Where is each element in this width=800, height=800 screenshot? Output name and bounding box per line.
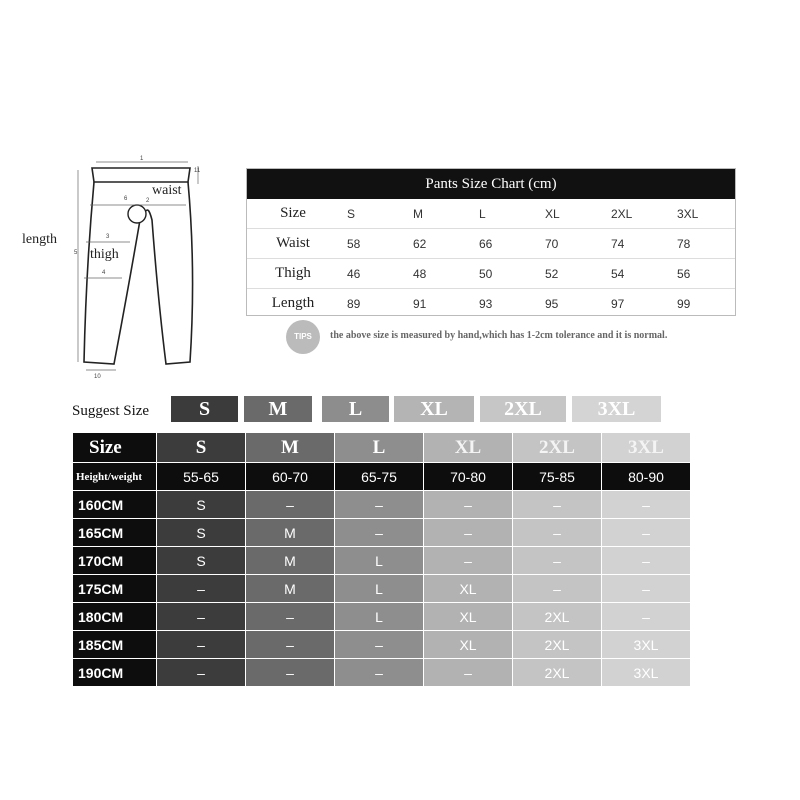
size-table-row-label: 185CM (73, 631, 157, 658)
pants-chart-row (247, 199, 735, 228)
suggest-size-box: S (171, 396, 238, 422)
suggest-size-box: L (322, 396, 389, 422)
height-weight-cell: 60-70 (246, 463, 335, 490)
height-weight-cell: 65-75 (335, 463, 424, 490)
suggest-size-box: 3XL (572, 396, 661, 422)
pants-chart-cell: S (347, 206, 356, 221)
pants-chart-row (247, 288, 735, 318)
size-table-cell: XL (424, 631, 513, 658)
size-table-header-label: Size (73, 433, 157, 462)
size-table-cell: – (335, 491, 424, 518)
size-table-cell: M (246, 547, 335, 574)
length-label: length (22, 232, 57, 247)
size-table-cell: – (157, 575, 246, 602)
size-table-cell: – (246, 603, 335, 630)
size-table-row (73, 519, 692, 547)
pants-chart-row (247, 258, 735, 288)
size-table-row-label: 175CM (73, 575, 157, 602)
size-table-header-row (73, 433, 692, 463)
height-weight-label: Height/weight (73, 463, 157, 490)
size-table-row (73, 547, 692, 575)
size-table-cell: – (513, 519, 602, 546)
pants-chart-cell: 95 (545, 296, 559, 311)
size-table-cell: – (157, 631, 246, 658)
height-weight-cell: 55-65 (157, 463, 246, 490)
size-table-cell: S (157, 519, 246, 546)
size-table-cell: – (424, 659, 513, 686)
size-table-cell: – (335, 519, 424, 546)
pants-chart-cell: 54 (611, 266, 625, 281)
size-table-header-cell: 3XL (602, 433, 691, 462)
size-height-table (73, 433, 692, 687)
pants-chart-cell: 66 (479, 236, 493, 251)
waist-label: waist (152, 183, 182, 198)
pants-chart-cell: 56 (677, 266, 691, 281)
size-table-cell: M (246, 575, 335, 602)
size-table-cell: L (335, 547, 424, 574)
svg-text:4: 4 (102, 270, 106, 276)
size-table-header-cell: XL (424, 433, 513, 462)
pants-chart-body (247, 199, 735, 318)
size-table-cell: S (157, 491, 246, 518)
size-table-cell: L (335, 575, 424, 602)
size-table-cell: S (157, 547, 246, 574)
svg-text:10: 10 (94, 374, 101, 380)
size-table-cell: L (335, 603, 424, 630)
tips-badge: TIPS (286, 320, 320, 354)
height-weight-row (73, 463, 692, 491)
pants-chart-cell: 50 (479, 266, 493, 281)
size-table-row (73, 575, 692, 603)
pants-chart-cell: 93 (479, 296, 493, 311)
suggest-size-box: 2XL (480, 396, 566, 422)
pants-chart-cell: XL (545, 206, 560, 221)
pants-chart-cell: 91 (413, 296, 427, 311)
svg-text:6: 6 (124, 196, 128, 202)
size-table-cell: – (513, 491, 602, 518)
pants-chart-row-label: Size (280, 205, 306, 221)
pants-chart-cell: 99 (677, 296, 691, 311)
pants-chart-cell: M (413, 206, 423, 221)
size-table-row-label: 170CM (73, 547, 157, 574)
size-table-cell: – (602, 519, 691, 546)
svg-text:1: 1 (140, 156, 144, 162)
size-table-header-cell: M (246, 433, 335, 462)
size-table-cell: – (424, 491, 513, 518)
size-table-header-cell: 2XL (513, 433, 602, 462)
size-table-cell: – (513, 547, 602, 574)
svg-text:3: 3 (106, 234, 110, 240)
pants-chart-cell: 70 (545, 236, 559, 251)
size-table-cell: 3XL (602, 631, 691, 658)
pants-chart-cell: 74 (611, 236, 625, 251)
size-table-row-label: 190CM (73, 659, 157, 686)
suggest-size-label: Suggest Size (72, 403, 150, 419)
size-table-cell: XL (424, 603, 513, 630)
size-table-header-cell: S (157, 433, 246, 462)
size-table-cell: – (424, 547, 513, 574)
size-table-cell: – (335, 631, 424, 658)
size-table-row (73, 659, 692, 687)
pants-chart-row-label: Waist (276, 235, 310, 251)
pants-chart-cell: 89 (347, 296, 361, 311)
height-weight-cell: 70-80 (424, 463, 513, 490)
pants-diagram (20, 150, 220, 380)
pants-chart-cell: 3XL (677, 206, 699, 221)
pants-chart-cell: 62 (413, 236, 427, 251)
size-table-row-label: 165CM (73, 519, 157, 546)
size-table-cell: – (157, 659, 246, 686)
pants-chart-cell: 78 (677, 236, 691, 251)
size-table-cell: M (246, 519, 335, 546)
size-table-cell: 2XL (513, 631, 602, 658)
size-table-row (73, 631, 692, 659)
size-table-row-label: 160CM (73, 491, 157, 518)
size-table-cell: – (246, 631, 335, 658)
pants-chart-row (247, 228, 735, 258)
svg-text:5: 5 (74, 250, 78, 256)
size-table-row (73, 603, 692, 631)
size-table-cell: – (424, 519, 513, 546)
svg-text:11: 11 (194, 168, 201, 174)
pants-chart-row-label: Thigh (275, 265, 311, 281)
pants-chart-title: Pants Size Chart (cm) (247, 169, 735, 199)
size-table-cell: – (157, 603, 246, 630)
size-table-cell: 2XL (513, 603, 602, 630)
size-table-cell: – (513, 575, 602, 602)
size-table-cell: – (602, 547, 691, 574)
size-table-cell: – (602, 491, 691, 518)
size-table-cell: – (335, 659, 424, 686)
pants-chart-cell: 48 (413, 266, 427, 281)
suggest-size-box: M (244, 396, 312, 422)
size-table-cell: – (246, 491, 335, 518)
pants-chart-cell: 58 (347, 236, 361, 251)
pants-chart-row-label: Length (271, 295, 315, 311)
size-table-row-label: 180CM (73, 603, 157, 630)
pants-chart-cell: 46 (347, 266, 361, 281)
svg-text:2: 2 (146, 198, 150, 204)
pants-chart-cell: L (479, 206, 486, 221)
thigh-label: thigh (90, 247, 119, 262)
size-table-cell: – (602, 575, 691, 602)
pants-chart-cell: 97 (611, 296, 625, 311)
suggest-size-box: XL (394, 396, 474, 422)
size-table-cell: 2XL (513, 659, 602, 686)
pants-outline-icon (20, 150, 220, 380)
size-table-cell: XL (424, 575, 513, 602)
size-table-cell: – (246, 659, 335, 686)
pants-chart-cell: 2XL (611, 206, 633, 221)
size-table-row (73, 491, 692, 519)
size-table-cell: 3XL (602, 659, 691, 686)
height-weight-cell: 80-90 (602, 463, 691, 490)
pants-size-chart (246, 168, 736, 316)
height-weight-cell: 75-85 (513, 463, 602, 490)
pants-chart-cell: 52 (545, 266, 559, 281)
tips-text: the above size is measured by hand,which has 1-2cm tolerance and it is normal. (330, 330, 668, 341)
size-table-cell: – (602, 603, 691, 630)
size-table-header-cell: L (335, 433, 424, 462)
